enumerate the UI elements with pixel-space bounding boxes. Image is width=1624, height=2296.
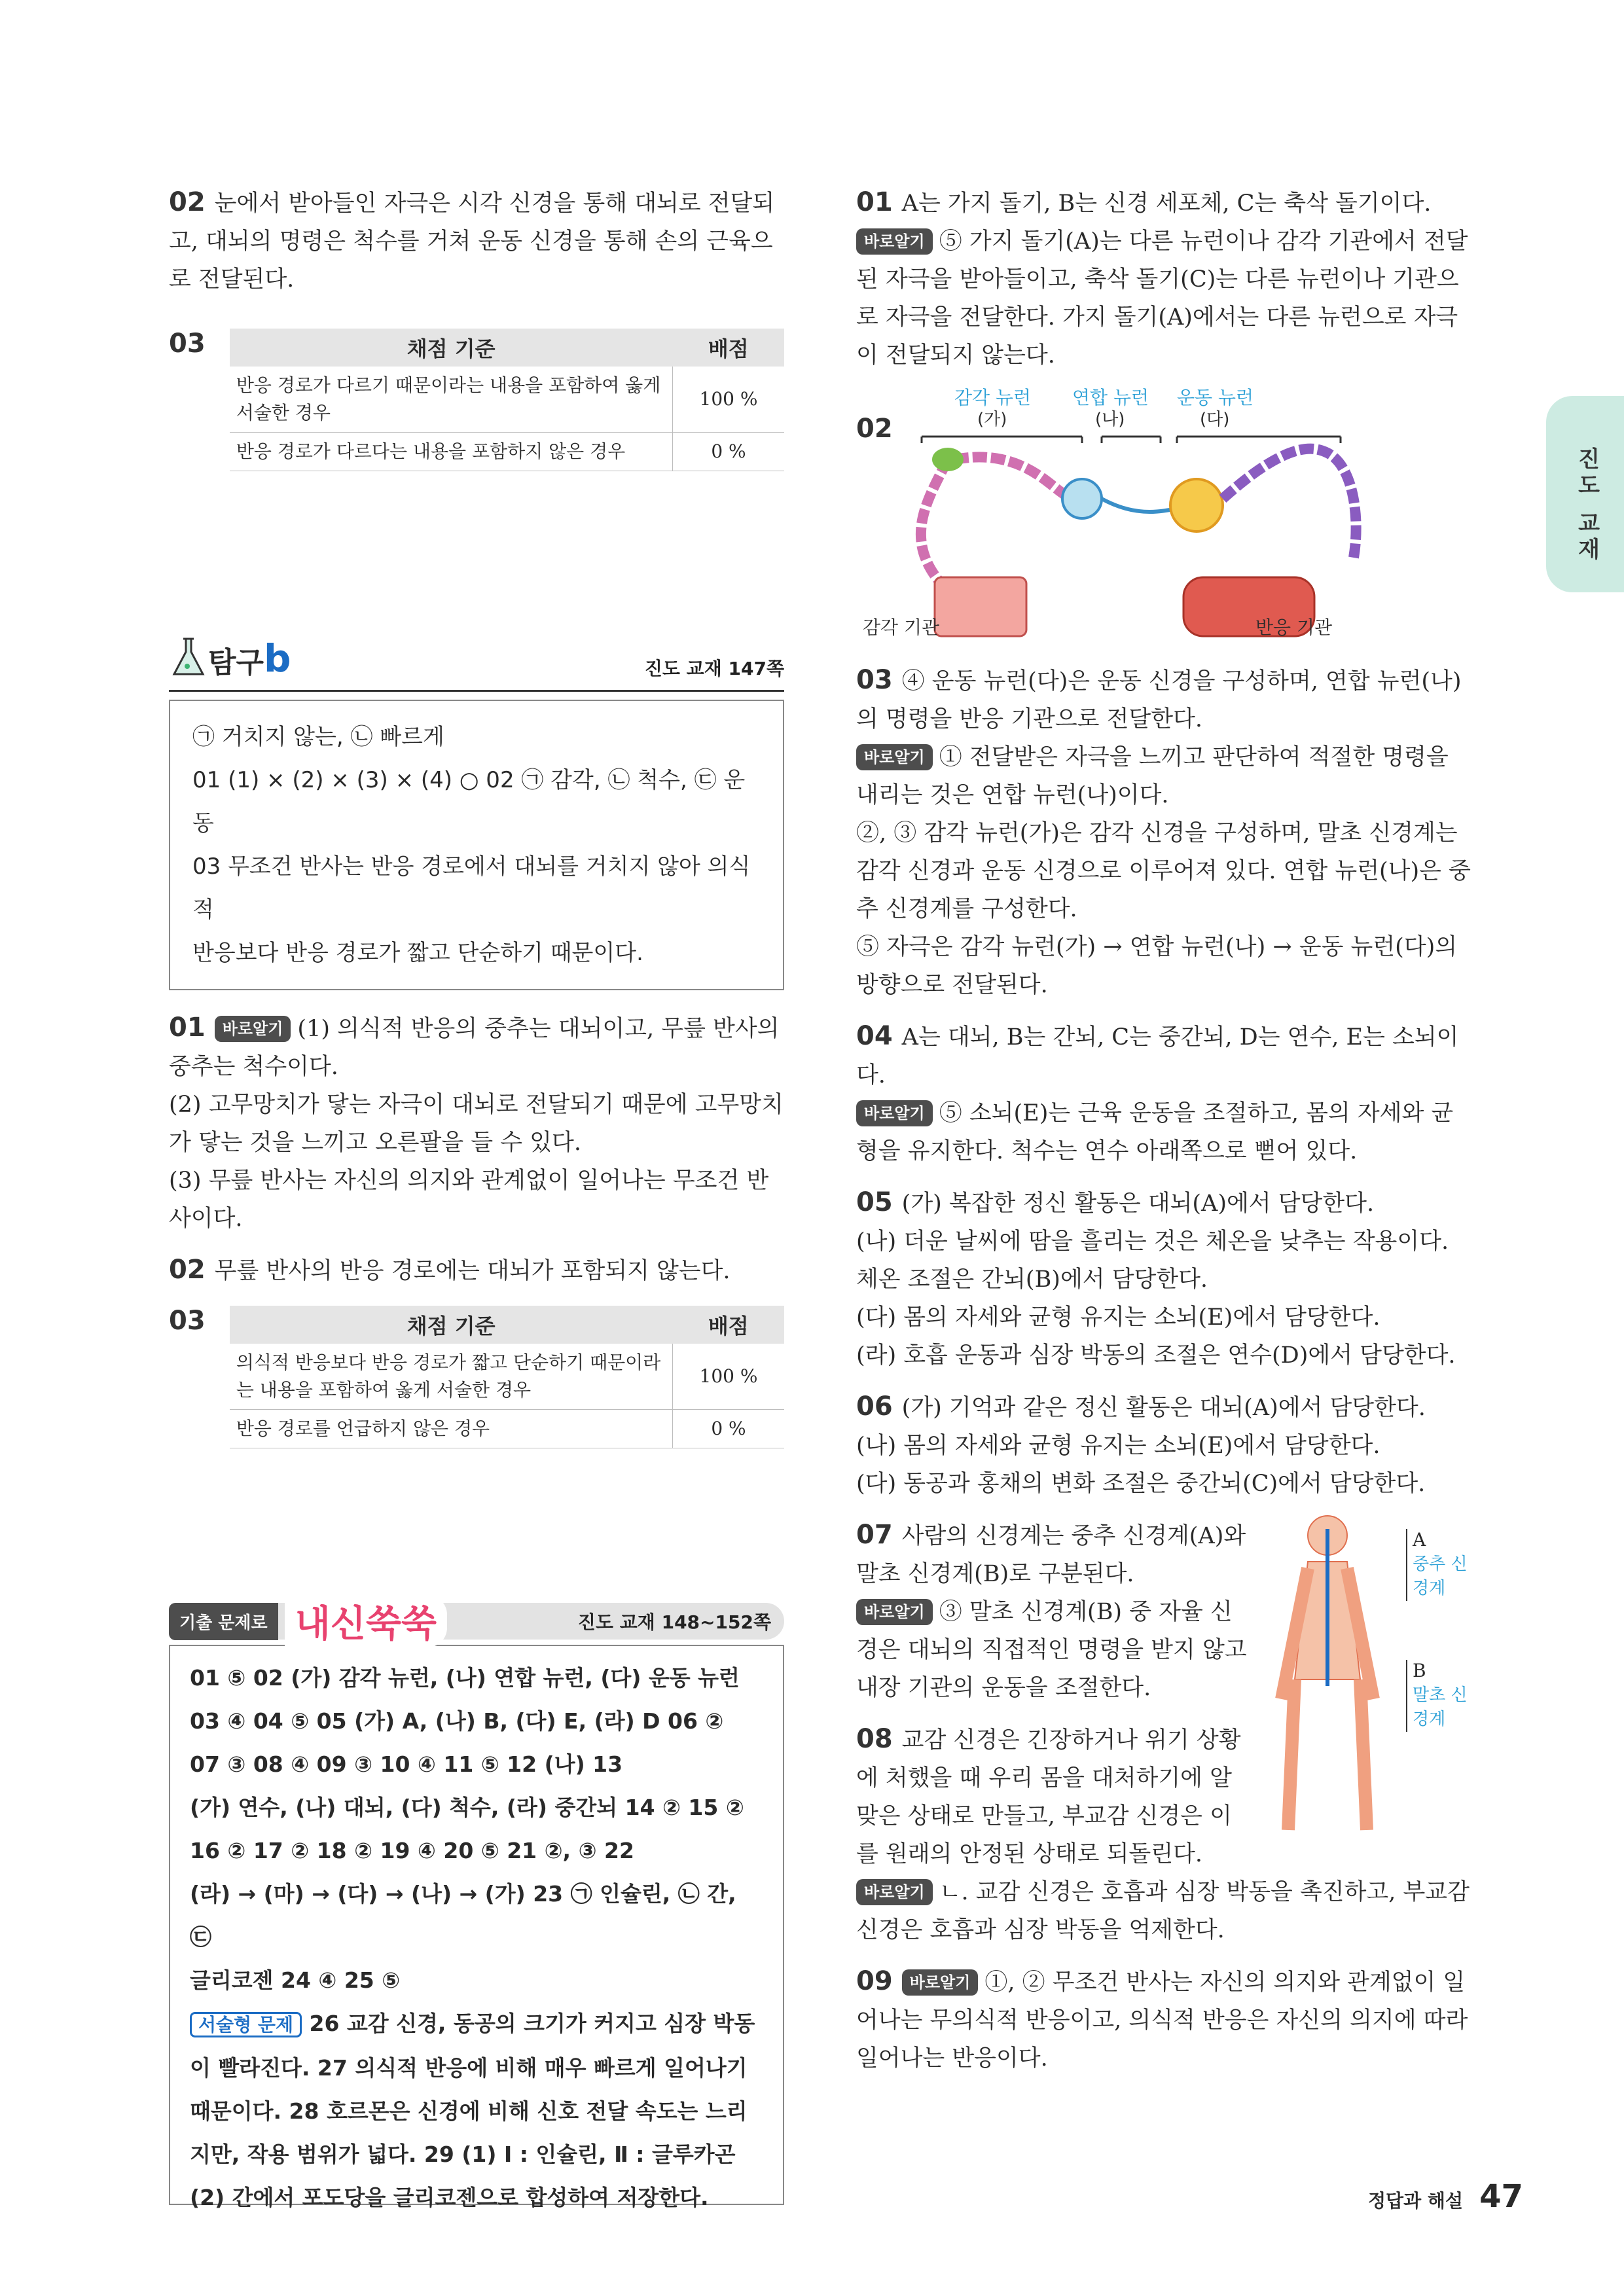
right-q07-q08: 07 사람의 신경계는 중추 신경계(A)와 말초 신경계(B)로 구분된다. 바로알기 ③ 말초 신경계(B) 중 자율 신경은 대뇌의 직접적인 명령을 받지 않고 내장 기관의 운동을 조절한다. 08 교감 신경은 긴장하거나 위기 상황에 처했을 때 우리 몸을 대처하기에 알맞은 상태로 만들고, 부교감 신경은 이를 원래의 안정된 상태로 되돌린다. A 중추 신경계 B 말초 신경계: [856, 1516, 1471, 1873]
flask-icon: [169, 635, 208, 681]
right-q08: 08 교감 신경은 긴장하거나 위기 상황에 처했을 때 우리 몸을 대처하기에 알맞은 상태로 만들고, 부교감 신경은 이를 원래의 안정된 상태로 되돌린다.: [856, 1724, 1241, 1867]
scoring-table-2: 채점 기준 배점 의식적 반응보다 반응 경로가 짧고 단순하기 때문이라는 내용을 포함하여 옳게 서술한 경우 100 % 반응 경로를 언급하지 않은 경우 0 %: [230, 1306, 784, 1448]
page-footer: [1368, 2178, 1523, 2215]
table-row: 반응 경로가 다르다는 내용을 포함하지 않은 경우 0 %: [230, 433, 784, 471]
naesin-answer-box: 01 ⑤ 02 (가) 감각 뉴런, (나) 연합 뉴런, (다) 운동 뉴런 03 ④ 04 ⑤ 05 (가) A, (나) B, (다) E, (라) D 06 ② 07 ③ 08 ④ 09 ③ 10 ④ 11 ⑤ 12 (나) 13 (가) 연수, (나) 대뇌, (다) 척수, (라) 중간뇌 14 ② 15 ② 16 ② 17 ② 18 ② 19 ④ 20 ⑤ 21 ②, ③ 22 (라) → (마) → (다) → (나) → (가) 23 ㉠ 인슐린, ㉡ 간, ㉢ 글리코젠 24 ④ 25 ⑤ 서술형 문제 26 교감 신경, 동공의 크기가 커지고 심장 박동 이 빨라진다. 27 의식적 반응에 비해 매우 빠르게 일어나기 때문이다. 28 호르몬은 신경에 비해 신호 전달 속도는 느리 지만, 작용 범위가 넓다. 29 (1) Ⅰ : 인슐린, Ⅱ : 글루카곤 (2) 간에서 포도당을 글리코젠으로 합성하여 저장한다.: [169, 1645, 784, 2205]
sense-organ-label: 감각 기관: [863, 617, 940, 638]
tamgu-ref: 진도 교재 147쪽: [644, 658, 784, 679]
correction-tag: 바로알기: [856, 228, 933, 255]
left-q02b: 02 무릎 반사의 반응 경로에는 대뇌가 포함되지 않는다.: [169, 1255, 731, 1285]
right-q04: 04 A는 대뇌, B는 간뇌, C는 중간뇌, D는 연수, E는 소뇌이다.: [856, 1021, 1459, 1088]
table-row: 의식적 반응보다 반응 경로가 짧고 단순하기 때문이라는 내용을 포함하여 옳게 서술한 경우 100 %: [230, 1344, 784, 1410]
correction-tag: 바로알기: [215, 1016, 291, 1042]
right-q01: 01 A는 가지 돌기, B는 신경 세포체, C는 축삭 돌기이다.: [856, 187, 1432, 217]
question-number: 03: [169, 329, 206, 359]
tamgu-letter: b: [264, 636, 291, 681]
table-row: 반응 경로가 다르기 때문이라는 내용을 포함하여 옳게 서술한 경우 100 %: [230, 367, 784, 433]
tamgu-answer-box: ㉠ 거치지 않는, ㉡ 빠르게 01 (1) × (2) × (3) × (4) ○ 02 ㉠ 감각, ㉡ 척수, ㉢ 운동 03 무조건 반사는 반응 경로에서 대뇌를 거치지 않아 의식적 반응보다 반응 경로가 짧고 단순하기 때문이다.: [169, 700, 784, 990]
table-header-criteria: 채점 기준: [230, 329, 673, 367]
nervous-system-figure: [1262, 1509, 1406, 1837]
essay-tag: 서술형 문제: [190, 2012, 302, 2037]
right-q07: 07 사람의 신경계는 중추 신경계(A)와 말초 신경계(B)로 구분된다.: [856, 1520, 1246, 1587]
naesin-section: [169, 1603, 784, 2210]
footer-label: 정답과 해설: [1368, 2190, 1463, 2212]
right-q09: 09 바로알기 ①, ② 무조건 반사는 자신의 의지와 관계없이 일어나는 무의식적 반응이고, 의식적 반응은 자신의 의지에 따라 일어나는 반응이다.: [856, 1966, 1468, 2072]
left-q01: 01 바로알기 (1) 의식적 반응의 중추는 대뇌이고, 무릎 반사의 중추는 척수이다.: [169, 1013, 780, 1080]
right-q06: 06 (가) 기억과 같은 정신 활동은 대뇌(A)에서 담당한다.: [856, 1391, 1426, 1422]
scoring-table-1: [230, 329, 784, 471]
left-q02: 02 눈에서 받아들인 자극은 시각 신경을 통해 대뇌로 전달되고, 대뇌의 명령은 척수를 거쳐 운동 신경을 통해 손의 근육으로 전달된다.: [169, 187, 775, 293]
question-number: 02: [169, 187, 206, 217]
side-tab: [1546, 396, 1624, 592]
naesin-ref: 진도 교재 148~152쪽: [577, 1611, 771, 1633]
left-q03b: 03 채점 기준 배점 의식적 반응보다 반응 경로가 짧고 단순하기 때문이라는 내용을 포함하여 옳게 서술한 경우 100 % 반응 경로를 언급하지 않은 경우 0 %: [169, 1306, 784, 1448]
neuron-diagram: [856, 387, 1471, 649]
right-q03: 03 ④ 운동 뉴런(다)은 운동 신경을 구성하며, 연합 뉴런(나)의 명령을 반응 기관으로 전달한다.: [856, 665, 1462, 732]
naesin-label: 기출 문제로: [169, 1603, 278, 1640]
table-row: 반응 경로를 언급하지 않은 경우 0 %: [230, 1410, 784, 1448]
naesin-title: 내신쑥쑥: [285, 1595, 447, 1647]
table-header-points: 배점: [673, 329, 785, 367]
effector-label: 반응 기관: [1255, 617, 1333, 638]
side-tab-label: 진도 교재: [1574, 447, 1600, 564]
tamgu-title: 탐구: [208, 646, 264, 679]
tamgu-section: [169, 635, 784, 990]
right-column: 01 A는 가지 돌기, B는 신경 세포체, C는 축삭 돌기이다. 바로알기 ⑤ 가지 돌기(A)는 다른 뉴런이나 감각 기관에서 전달된 자극을 받아들이고, 축삭 돌기(C)는 다른 뉴런이나 기관으로 자극을 전달한다. 가지 돌기(A)에서는 다른 뉴런으로 자극이 전달되지 않는다. 02 감각 뉴런 (가) 연합 뉴런 (나) 운동 뉴런 (다) 감각 기관 반응 기관 03 ④ 운동 뉴런(다)은 운동 신경을 구성하며, 연합 뉴런(나)의 명령을 반응 기관으로 전달한다. 바로알기 ① 전달받은 자극을 느끼고 판단하여 적절한 명령을 내리는 것은 연합 뉴런(나)이다. ②, ③ 감각 뉴런(가)은 감각 신경을 구성하며, 말초 신경계는 감각 신경과 운동 신경으로 이루어져 있다. 연합 뉴런(나)은 중추 신경계를 구성한다. ⑤ 자극은 감각 뉴런(가) → 연합 뉴런(나) → 운동 뉴런(다)의 방향으로 전달된다. 04 A는 대뇌, B는 간뇌, C는 중간뇌, D는 연수, E는 소뇌이다. 바로알기 ⑤ 소뇌(E)는 근육 운동을 조절하고, 몸의 자세와 균형을 유지한다. 척수는 연수 아래쪽으로 뻗어 있다. 05 (가) 복잡한 정신 활동은 대뇌(A)에서 담당한다. (나) 더운 날씨에 땀을 흘리는 것은 체온을 낮추는 작용이다. 체온 조절은 간뇌(B)에서 담당한다. (다) 몸의 자세와 균형 유지는 소뇌(E)에서 담당한다. (라) 호흡 운동과 심장 박동의 조절은 연수(D)에서 담당한다. 06 (가) 기억과 같은 정신 활동은 대뇌(A)에서 담당한다. (나) 몸의 자세와 균형 유지는 소뇌(E)에서 담당한다. (다) 동공과 홍채의 변화 조절은 중간뇌(C)에서 담당한다. 07 사람의 신경계는 중추 신경계(A)와 말초 신경계(B)로 구분된다. 바로알기 ③ 말초 신경계(B) 중 자율 신경은 대뇌의 직접적인 명령을 받지 않고 내장 기관의 운동을 조절한다. 08 교감 신경은 긴장하거나 위기 상황에 처했을 때 우리 몸을 대처하기에 알맞은 상태로 만들고, 부교감 신경은 이를 원래의 안정된 상태로 되돌린다. A 중추 신경계 B 말초 신경계 바로알기 ㄴ. 교감 신경은 호흡과 심장 박동을 촉진하고, 부교감 신경은 호흡과 심장 박동을 억제한다. 09 바로알기 ①, ② 무조건 반사는 자신의 의지와 관계없이 일어나는 무의식적 반응이고, 의식적 반응은 자신의 의지에 따라 일어나는 반응이다.: [856, 183, 1471, 2077]
left-q03a: [169, 329, 784, 471]
left-column: 02 눈에서 받아들인 자극은 시각 신경을 통해 대뇌로 전달되고, 대뇌의 명령은 척수를 거쳐 운동 신경을 통해 손의 근육으로 전달된다. 03 채점 기준 배점 반응 경로가 다르기 때문이라는 내용을 포함하여 옳게 서술한 경우 100 % 반응 경로가 다르다는 내용을 포함하지 않은 경우 0 % 탐구 b 진도 교재 147쪽 ㉠ 거치지 않는, ㉡ 빠르게 01 (1) × (2) × (3) × (4) ○ 02 ㉠ 감각, ㉡ 척수, ㉢ 운동 03 무조건 반사는 반응 경로에서 대뇌를 거치지 않아 의식적 반응보다 반응 경로가 짧고 단순하기 때문이다. 01 바로알기 (1) 의식적 반응의 중추는 대뇌이고, 무릎 반사의 중추는 척수이다. (2) 고무망치가 닿는 자극이 대뇌로 전달되기 때문에 고무망치가 닿는 것을 느끼고 오른팔을 들 수 있다. (3) 무릎 반사는 자신의 의지와 관계없이 일어나는 무조건 반사이다. 02 무릎 반사의 반응 경로에는 대뇌가 포함되지 않는다. 03 채점 기준 배점 의식적 반응보다 반응 경로가 짧고 단순하기 때문이라는 내용을 포함하여 옳게 서술한 경우 100 % 반응 경로를 언급하지 않은 경우 0 % 기출 문제로 내신쑥쑥 진도 교재 148~152쪽 01 ⑤ 02 (가) 감각 뉴런, (나) 연합 뉴런, (다) 운동 뉴런 03 ④ 04 ⑤ 05 (가) A, (나) B, (다) E, (라) D 06 ② 07 ③ 08 ④ 09 ③ 10 ④ 11 ⑤ 12 (나) 13 (가) 연수, (나) 대뇌, (다) 척수, (라) 중간뇌 14 ② 15 ② 16 ② 17 ② 18 ② 19 ④ 20 ⑤ 21 ②, ③ 22 (라) → (마) → (다) → (나) → (가) 23 ㉠ 인슐린, ㉡ 간, ㉢ 글리코젠 24 ④ 25 ⑤ 서술형 문제 26 교감 신경, 동공의 크기가 커지고 심장 박동 이 빨라진다. 27 의식적 반응에 비해 매우 빠르게 일어나기 때문이다. 28 호르몬은 신경에 비해 신호 전달 속도는 느리 지만, 작용 범위가 넓다. 29 (1) Ⅰ : 인슐린, Ⅱ : 글루카곤 (2) 간에서 포도당을 글리코젠으로 합성하여 저장한다.: [169, 183, 784, 2205]
page-number: 47: [1479, 2178, 1523, 2215]
right-q02: 02 감각 뉴런 (가) 연합 뉴런 (나) 운동 뉴런 (다) 감각 기관 반응 기관: [856, 387, 1471, 649]
right-q05: 05 (가) 복잡한 정신 활동은 대뇌(A)에서 담당한다.: [856, 1187, 1375, 1217]
